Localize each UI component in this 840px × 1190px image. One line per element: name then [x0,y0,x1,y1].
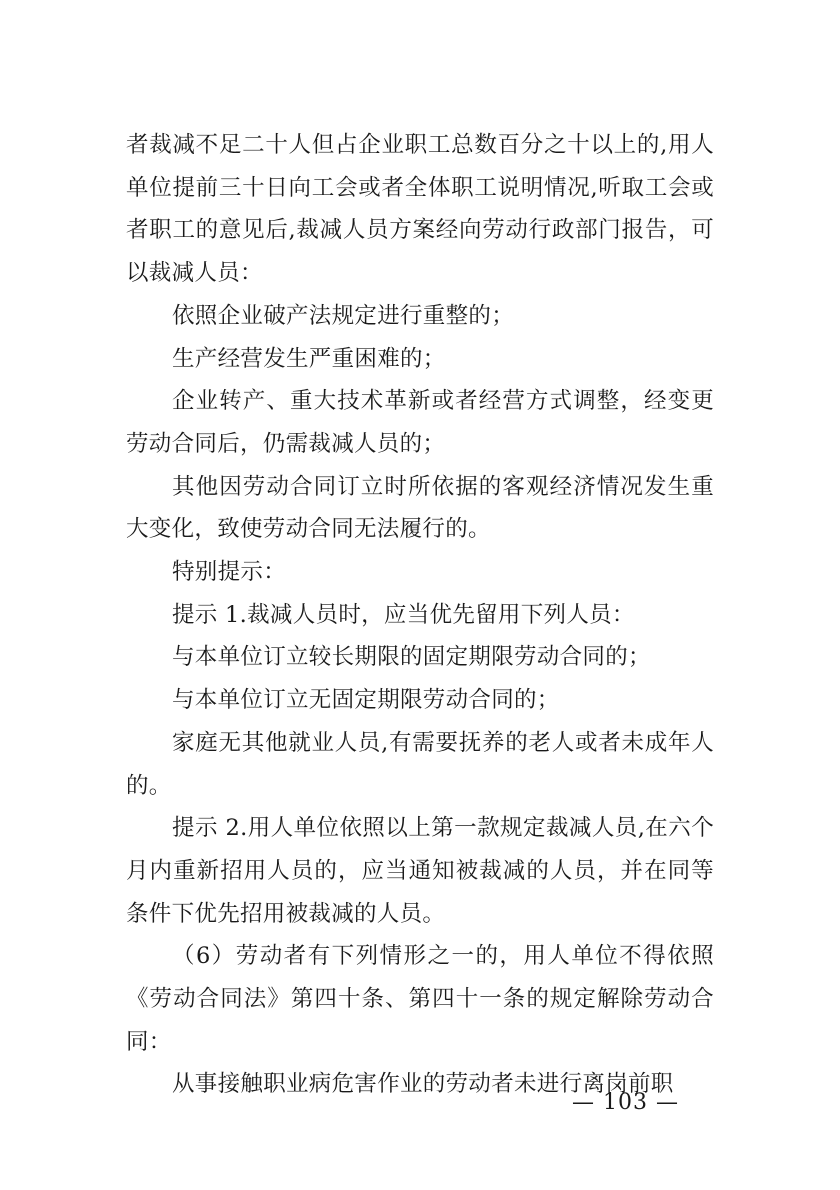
paragraph-1: 者裁减不足二十人但占企业职工总数百分之十以上的,用人单位提前三十日向工会或者全体职工说明情况,听取工会或者职工的意见后,裁减人员方案经向劳动行政部门报告，可以裁减人员： [126,132,714,287]
document-body [126,124,714,1106]
paragraph-10: 家庭无其他就业人员,有需要抚养的老人或者未成年人的。 [126,729,714,799]
paragraph-3: 生产经营发生严重困难的； [172,345,446,372]
paragraph-13: 从事接触职业病危害作业的劳动者未进行离岗前职 [172,1071,674,1098]
paragraph-5: 其他因劳动合同订立时所依据的客观经济情况发生重大变化，致使劳动合同无法履行的。 [126,473,714,543]
paragraph-6: 特别提示： [172,559,287,586]
paragraph-9: 与本单位订立无固定期限劳动合同的； [172,687,560,714]
paragraph-2: 依照企业破产法规定进行重整的； [172,302,515,329]
paragraph-11: 提示 2.用人单位依照以上第一款规定裁减人员,在六个月内重新招用人员的，应当通知被裁减的人员，并在同等条件下优先招用被裁减的人员。 [126,815,714,927]
paragraph-7: 提示 1.裁减人员时，应当优先留用下列人员： [172,601,635,628]
paragraph-4: 企业转产、重大技术革新或者经营方式调整，经变更劳动合同后，仍需裁减人员的； [126,388,714,457]
page-number: — 103 — [572,1090,679,1115]
paragraph-12: （6）劳动者有下列情形之一的，用人单位不得依照《劳动合同法》第四十条、第四十一条的规定解除劳动合同： [126,943,714,1055]
paragraph-8: 与本单位订立较长期限的固定期限劳动合同的； [172,644,651,671]
